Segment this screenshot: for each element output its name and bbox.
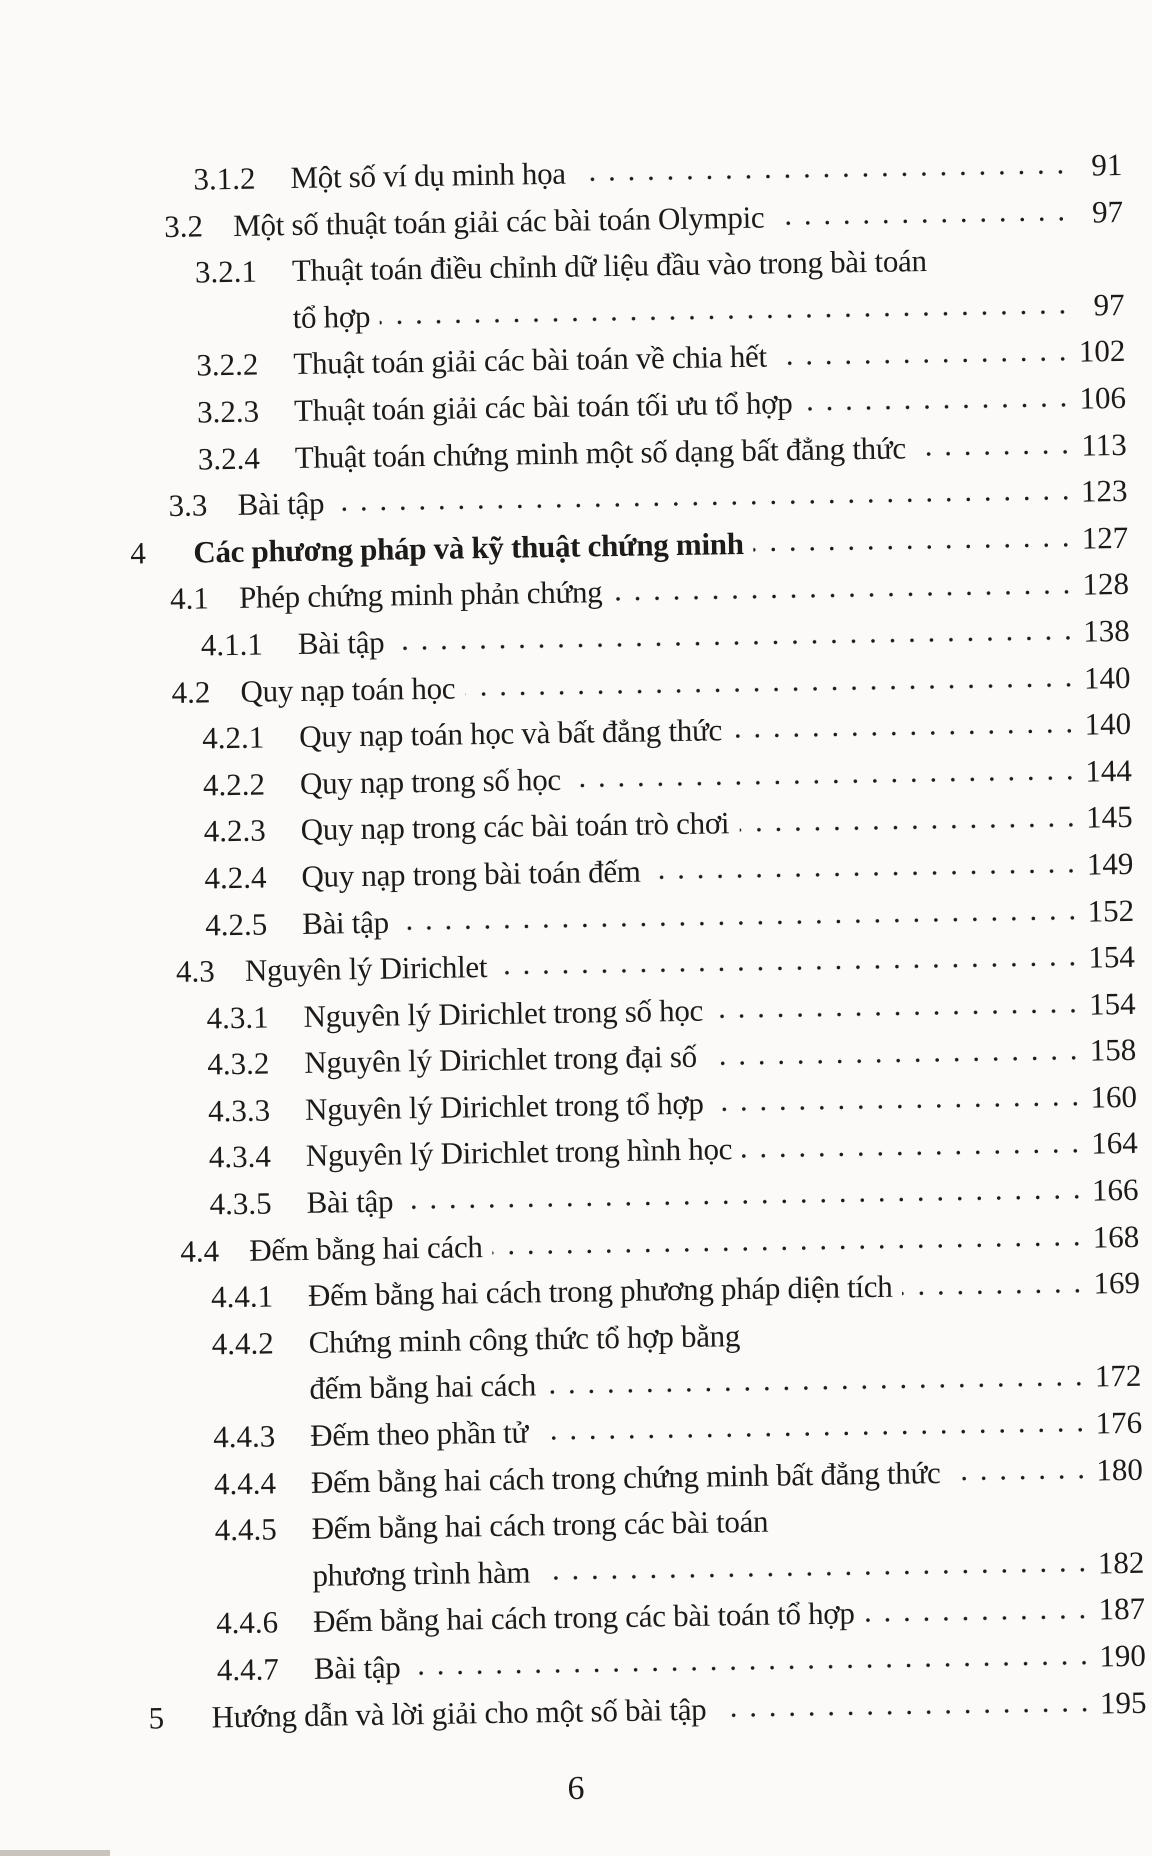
toc-entry-page: 140 xyxy=(1083,659,1131,696)
toc-entry-page: 187 xyxy=(1098,1591,1146,1627)
dot-leader xyxy=(465,682,1078,698)
toc-entry-page: 91 xyxy=(1091,146,1123,183)
toc-entry-title: Thuật toán điều chỉnh dữ liệu đầu vào trong bài toán xyxy=(291,243,927,289)
dot-leader xyxy=(916,449,1075,457)
dot-leader xyxy=(902,1287,1087,1296)
toc-entry-title: tổ hợp xyxy=(292,298,371,335)
toc-entry-number: 4 xyxy=(130,535,147,571)
toc-entry-page: 160 xyxy=(1090,1078,1138,1115)
toc-entry-title: Đếm bằng hai cách trong các bài toán xyxy=(311,1503,769,1547)
toc-entry-page: 154 xyxy=(1088,985,1136,1022)
toc-entry-title: Quy nạp toán học xyxy=(240,670,456,709)
toc-entry-number: 4.4.3 xyxy=(212,1418,276,1455)
toc-entry-number: 4.3.1 xyxy=(206,999,269,1036)
toc-entry-page: 176 xyxy=(1095,1404,1143,1441)
toc-entry-title: Nguyên lý Dirichlet trong hình học xyxy=(305,1131,733,1174)
toc-entry-number: 4.4.2 xyxy=(211,1325,275,1362)
toc-entry-title: Đếm bằng hai cách trong các bài toán tổ hợp xyxy=(312,1595,855,1640)
dot-leader xyxy=(754,542,1076,553)
toc-entry-title: đếm bằng hai cách xyxy=(309,1367,537,1407)
toc-entry-page: 164 xyxy=(1090,1125,1138,1162)
toc-entry-number: 4.3.3 xyxy=(207,1092,271,1129)
dot-leader xyxy=(716,1706,1094,1718)
toc-entry-title: Bài tập xyxy=(297,624,385,661)
toc-entry-number: 3.2.4 xyxy=(197,440,261,477)
dot-leader xyxy=(714,1101,1085,1113)
toc-entry-number: 3.1.2 xyxy=(193,160,256,197)
dot-leader xyxy=(576,169,1071,183)
toc-entry-number: 3.2.1 xyxy=(194,253,258,290)
toc-entry-page xyxy=(1098,1526,1144,1527)
dot-leader xyxy=(707,1054,1084,1066)
toc-entry-page: 140 xyxy=(1084,706,1132,742)
toc-entry-number: 4.2.3 xyxy=(203,812,266,849)
toc-entry-title: Nguyên lý Dirichlet trong đại số xyxy=(304,1039,698,1081)
toc-entry-page xyxy=(1078,268,1124,269)
toc-entry-page: 169 xyxy=(1093,1265,1141,1301)
toc-entry-number: 3.2.3 xyxy=(196,393,260,430)
dot-leader xyxy=(546,1380,1089,1395)
toc-entry-page: 172 xyxy=(1094,1358,1142,1394)
toc-entry-number: 4.2.5 xyxy=(204,905,268,942)
toc-entry-title: Thuật toán giải các bài toán về chia hết xyxy=(293,338,768,382)
toc-entry-page: 113 xyxy=(1081,426,1128,463)
toc-entry-number: 4.4.4 xyxy=(213,1465,277,1502)
toc-entry-page: 97 xyxy=(1091,193,1124,230)
toc-entry-page: 166 xyxy=(1091,1171,1139,1208)
toc-entry-number: 4.1.1 xyxy=(200,626,264,663)
toc-entry-title: Bài tập xyxy=(301,904,390,941)
toc-entry-title: Thuật toán chứng minh một số dạng bất đẳng thức xyxy=(294,429,907,475)
dot-leader xyxy=(538,1427,1090,1442)
toc-entry-title: Quy nạp trong các bài toán trò chơi xyxy=(300,805,730,848)
dot-leader xyxy=(774,216,1071,227)
toc-entry-page: 180 xyxy=(1096,1451,1144,1488)
toc-entry-page: 182 xyxy=(1097,1544,1145,1581)
toc-entry-page: 158 xyxy=(1089,1032,1137,1068)
toc-entry-title: Đếm theo phần tử xyxy=(309,1414,529,1453)
toc-entry-number: 4.1 xyxy=(169,580,210,617)
toc-entry-number: 3.2 xyxy=(163,208,204,244)
dot-leader xyxy=(802,402,1073,412)
toc-entry-page: 106 xyxy=(1079,379,1127,416)
toc-entry-title: Nguyên lý Dirichlet trong tổ hợp xyxy=(304,1085,704,1127)
toc-entry-title: Một số ví dụ minh họa xyxy=(290,155,566,196)
toc-entry-title: Bài tập xyxy=(313,1649,401,1686)
toc-entry-number: 3.3 xyxy=(168,487,208,524)
toc-entry-number: 4.3.5 xyxy=(209,1185,272,1222)
toc-entry-number: 4.2 xyxy=(171,673,211,710)
toc-entry-page: 149 xyxy=(1086,845,1134,882)
toc-entry-title: Phép chứng minh phản chứng xyxy=(238,574,603,616)
dot-leader xyxy=(571,775,1080,789)
toc-entry-page: 128 xyxy=(1082,566,1130,602)
dot-leader xyxy=(497,961,1082,976)
toc-entry-page: 195 xyxy=(1099,1684,1147,1721)
toc-entry-number: 4.4 xyxy=(180,1232,220,1269)
dot-leader xyxy=(540,1567,1092,1582)
toc-entry-title: Đếm bằng hai cách xyxy=(249,1228,483,1268)
dot-leader xyxy=(394,635,1077,652)
dot-leader xyxy=(380,309,1073,326)
toc-entry-number: 4.4.6 xyxy=(215,1604,279,1641)
dot-leader xyxy=(713,1008,1083,1020)
toc-entry-page xyxy=(1095,1340,1141,1341)
toc-entry-number: 4.4.1 xyxy=(210,1278,274,1315)
toc-entry-number: 4.2.2 xyxy=(202,766,266,803)
dot-leader xyxy=(334,495,1075,513)
dot-leader xyxy=(777,355,1073,366)
toc-entry-title: Hướng dẫn và lời giải cho một số bài tập xyxy=(211,1691,707,1735)
toc-entry-number: 4.3 xyxy=(175,953,215,990)
toc-entry-title: Quy nạp trong bài toán đếm xyxy=(301,853,641,894)
toc-entry-number: 4.3.2 xyxy=(207,1045,270,1082)
toc-entry-page: 145 xyxy=(1085,799,1133,835)
toc-entry-number: 4.2.1 xyxy=(201,719,265,756)
toc-entry-title: Đếm bằng hai cách trong phương pháp diện tích xyxy=(307,1268,893,1314)
toc-entry-page: 97 xyxy=(1093,286,1125,323)
toc-entry-page: 154 xyxy=(1088,938,1136,975)
toc-entry-number: 5 xyxy=(148,1699,165,1736)
toc-entry-title: Nguyên lý Dirichlet xyxy=(244,949,488,988)
toc-entry-title: Bài tập xyxy=(237,485,325,523)
toc-entry-number: 4.4.7 xyxy=(216,1651,280,1688)
toc-entry-title: Chứng minh công thức tổ hợp bằng xyxy=(308,1317,741,1360)
dot-leader xyxy=(739,821,1080,832)
toc-entry-title: Bài tập xyxy=(306,1183,394,1220)
dot-leader xyxy=(732,728,1079,739)
toc-entry-page: 123 xyxy=(1080,473,1128,509)
toc-entry-number: 4.3.4 xyxy=(208,1138,272,1175)
toc-entry-title: phương trình hàm xyxy=(312,1554,531,1593)
toc-entry-title: Quy nạp toán học và bất đẳng thức xyxy=(298,712,723,755)
dot-leader xyxy=(403,1194,1086,1211)
dot-leader xyxy=(493,1241,1087,1256)
toc-entry-title: Thuật toán giải các bài toán tối ưu tổ hợp xyxy=(293,385,793,428)
toc-entry-title: Nguyên lý Dirichlet trong số học xyxy=(303,992,704,1034)
dot-leader xyxy=(865,1613,1093,1623)
toc-entry-number: 4.2.4 xyxy=(204,859,267,896)
toc-entry-page: 152 xyxy=(1087,892,1135,929)
toc-entry-title: Một số thuật toán giải các bài toán Olympic xyxy=(232,199,765,243)
table-of-contents xyxy=(0,141,1152,1743)
dot-leader xyxy=(612,588,1076,601)
dot-leader xyxy=(950,1474,1090,1482)
toc-entry-page: 102 xyxy=(1078,333,1126,370)
toc-entry-number: 3.2.2 xyxy=(196,346,259,383)
toc-entry-title: Quy nạp trong số học xyxy=(299,761,562,801)
toc-entry-page: 127 xyxy=(1081,519,1129,556)
dot-leader xyxy=(651,868,1081,881)
page-edge xyxy=(0,1850,110,1856)
toc-entry-number: 4.4.5 xyxy=(214,1511,277,1548)
toc-entry-page: 138 xyxy=(1082,612,1130,649)
toc-entry-title: Đếm bằng hai cách trong chứng minh bất đẳng thức xyxy=(310,1454,941,1500)
toc-entry-page: 190 xyxy=(1099,1637,1147,1674)
dot-leader xyxy=(399,914,1082,931)
page-number: 6 xyxy=(567,1770,585,1807)
toc-entry-page: 144 xyxy=(1085,752,1133,789)
toc-entry-page: 168 xyxy=(1092,1218,1140,1255)
toc-entry-title: Các phương pháp và kỹ thuật chứng minh xyxy=(193,525,744,570)
dot-leader xyxy=(411,1660,1094,1677)
dot-leader xyxy=(742,1147,1085,1158)
